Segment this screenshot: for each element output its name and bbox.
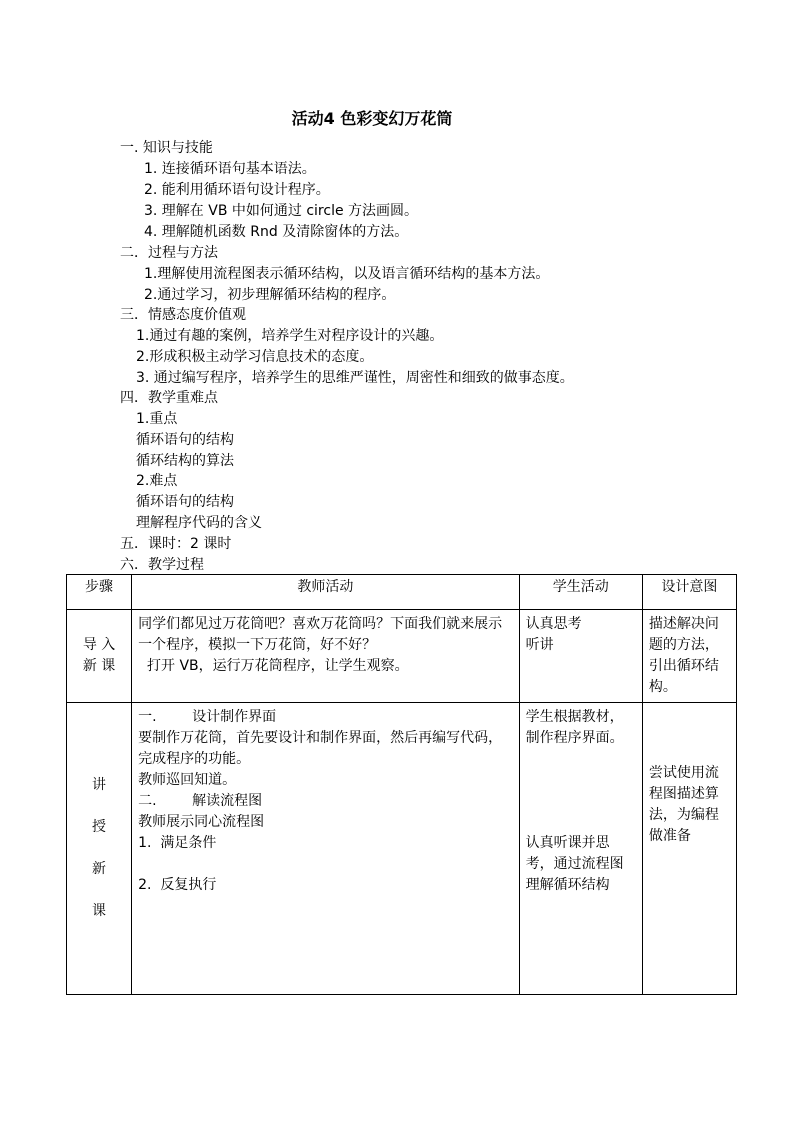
step-label: 导 入 新 课	[82, 637, 116, 674]
list-item: 1.通过有趣的案例，培养学生对程序设计的兴趣。	[136, 328, 444, 344]
list-item: 循环语句的结构	[136, 494, 234, 510]
section-heading: 四．教学重难点	[120, 390, 218, 406]
table-row	[67, 703, 737, 995]
list-item: 循环语句的结构	[136, 432, 234, 448]
section-heading: 六．教学过程	[120, 557, 204, 573]
teacher-text: 教师展示同心流程图	[138, 814, 265, 830]
teacher-text: 2. 反复执行	[138, 877, 217, 893]
list-item: 1. 连接循环语句基本语法。	[144, 161, 316, 177]
list-item: 4. 理解随机函数 Rnd 及清除窗体的方法。	[144, 224, 409, 240]
student-text: 认真听课并思考，通过流程图理解循环结构	[525, 835, 624, 893]
step-label: 讲 授 新 课	[92, 777, 107, 919]
student-cell	[519, 610, 642, 703]
page-title: 活动4 色彩变幻万花筒	[291, 109, 453, 128]
list-item: 3. 理解在 VB 中如何通过 circle 方法画圆。	[144, 203, 419, 219]
section-heading: 三．情感态度价值观	[120, 307, 246, 323]
teacher-text: 教师巡回知道。	[138, 772, 237, 788]
table-header-cell: 设计意图	[642, 575, 736, 610]
teacher-text: 打开 VB，运行万花筒程序，让学生观察。	[138, 658, 409, 674]
teacher-cell	[132, 610, 520, 703]
intent-cell	[642, 610, 736, 703]
list-item: 2.通过学习，初步理解循环结构的程序。	[144, 287, 396, 303]
teacher-text: 同学们都见过万花筒吧？喜欢万花筒吗？下面我们就来展示一个程序，模拟一下万花筒，好不好？	[138, 616, 503, 653]
list-item: 2.难点	[136, 473, 178, 489]
table-header-cell: 学生活动	[519, 575, 642, 610]
intent-text: 描述解决问题的方法，引出循环结构。	[648, 616, 719, 695]
section-heading: 二．过程与方法	[120, 245, 218, 261]
table-row	[67, 610, 737, 703]
list-item: 循环结构的算法	[136, 453, 234, 469]
list-item: 3. 通过编写程序，培养学生的思维严谨性，周密性和细致的做事态度。	[136, 370, 574, 386]
student-text: 学生根据教材，制作程序界面。	[525, 709, 624, 746]
table-header-row	[67, 575, 737, 610]
teacher-text: 1. 满足条件	[138, 835, 217, 851]
list-item: 2.形成积极主动学习信息技术的态度。	[136, 349, 374, 365]
student-text: 听讲	[525, 637, 554, 653]
section-heading: 一. 知识与技能	[120, 140, 213, 156]
teacher-cell	[132, 703, 520, 995]
list-item: 1.重点	[136, 411, 178, 427]
list-item: 2. 能利用循环语句设计程序。	[144, 182, 330, 198]
intent-text: 尝试使用流程图描述算法，为编程做准备	[648, 765, 719, 844]
student-text: 认真思考	[525, 616, 582, 632]
step-cell	[67, 703, 132, 995]
intent-cell	[642, 703, 736, 995]
teacher-text: 要制作万花筒，首先要设计和制作界面，然后再编写代码，完成程序的功能。	[138, 730, 503, 767]
list-item: 1.理解使用流程图表示循环结构，以及语言循环结构的基本方法。	[144, 266, 550, 282]
teacher-text: 二. 解读流程图	[138, 793, 263, 809]
list-item: 理解程序代码的含义	[136, 515, 262, 531]
student-cell	[519, 703, 642, 995]
table-header-cell: 步骤	[67, 575, 132, 610]
teaching-process-table	[66, 574, 737, 995]
section-heading: 五．课时：2 课时	[120, 536, 232, 552]
step-cell	[67, 610, 132, 703]
teacher-text: 一. 设计制作界面	[138, 709, 277, 725]
table-header-cell: 教师活动	[132, 575, 520, 610]
